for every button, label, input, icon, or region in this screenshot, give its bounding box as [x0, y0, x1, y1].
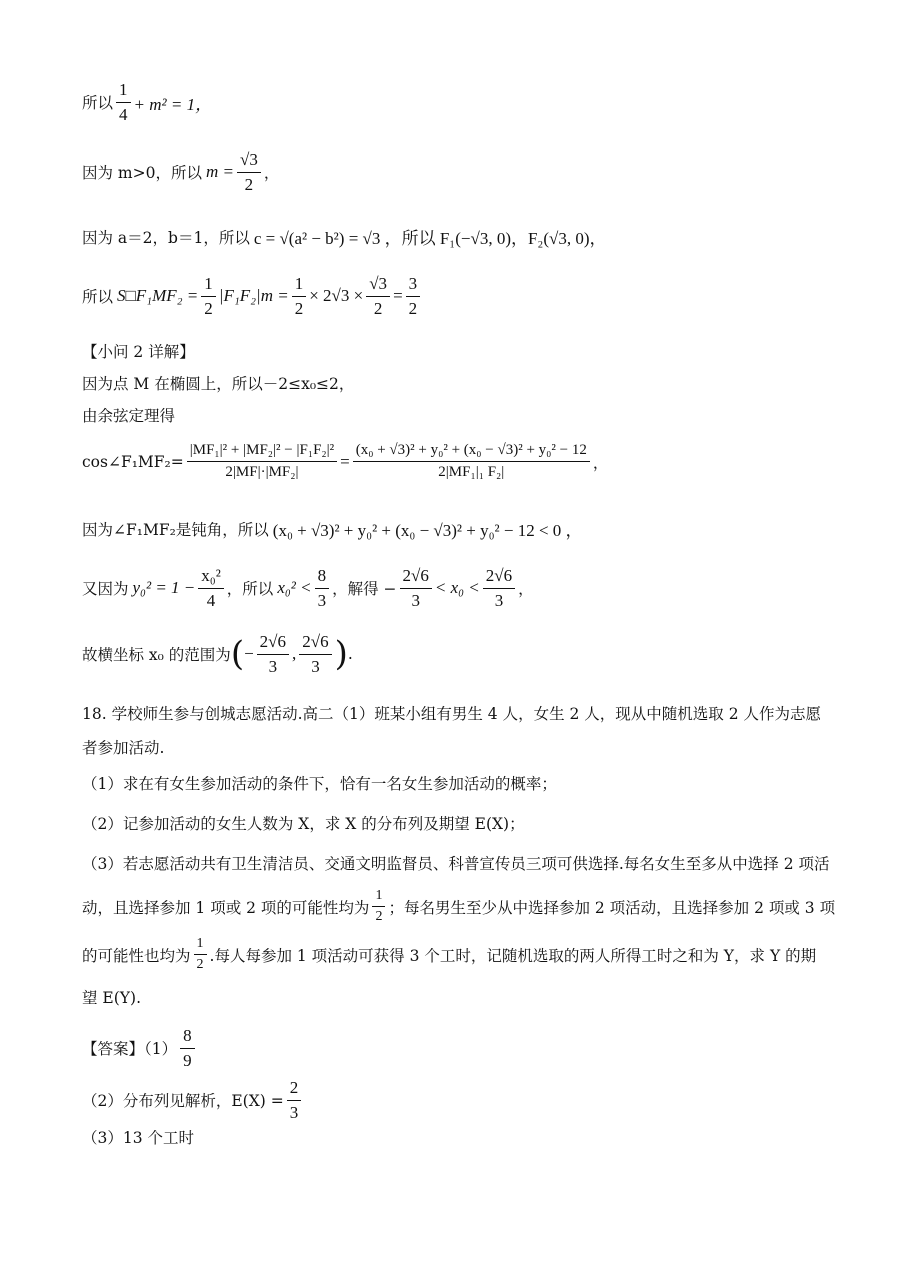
q18-line2: 者参加活动. [82, 739, 165, 757]
answer-2: （2）分布列见解析，E(X) = $\frac{2}{3}$ [82, 1078, 304, 1122]
fraction: $\frac{1}{2}$ [194, 936, 207, 973]
fraction: $\frac{\text{x₀²}}{4}$ [198, 566, 224, 610]
q18-part3c: 的可能性也均为 $\frac{1}{2}$ .每人每参加 1 项活动可获得 3 个工时，记随机选取的两人所得工时之和为 Y，求 Y 的期 [82, 936, 817, 973]
q18-part3d: 望 E(Y). [82, 989, 141, 1007]
paren: ( [230, 634, 245, 675]
fraction: $\frac{8}{3}$ [315, 566, 330, 610]
math: , [292, 644, 297, 664]
text: 所以 [82, 288, 114, 307]
fraction: $\frac{3}{2}$ [406, 274, 421, 318]
math: < x₀ < [434, 578, 480, 598]
math: m = [205, 162, 234, 182]
fraction: $\frac{2√6}{3}$ [257, 632, 289, 676]
line-9 [82, 566, 534, 610]
text: ， [263, 164, 280, 183]
line-1 [82, 80, 212, 124]
text: . [347, 645, 353, 664]
text: 因为 a＝2，b＝1，所以 [82, 228, 250, 247]
text: ，所以 [226, 580, 274, 599]
q18-part3b: 动，且选择参加 1 项或 2 项的可能性均为 $\frac{1}{2}$ ；每名男生至少从中选择参加 2 项活动，且选择参加 2 项或 3 项 [82, 888, 836, 925]
paren: ) [334, 634, 348, 675]
text: 因为 m>0，所以 [82, 164, 202, 183]
line-2 [82, 150, 279, 194]
math: − [244, 644, 254, 664]
text: 故横坐标 x₀ 的范围为 [82, 646, 231, 665]
fraction: $\frac{1}{2}$ [201, 274, 216, 318]
text: 因为∠F₁MF₂是钝角，所以 [82, 520, 269, 539]
line-4 [82, 274, 423, 318]
fraction: $\frac{1}{2}$ [292, 274, 307, 318]
subsection-title: 【小问 2 详解】 [82, 343, 195, 361]
fraction: $\frac{8}{9}$ [180, 1026, 195, 1070]
math: |F₁F₂|m = [218, 286, 289, 306]
math: S□F₁MF₂ = [117, 286, 199, 306]
fraction: $\frac{2√6}{3}$ [400, 566, 432, 610]
text: ，解得 − [332, 580, 397, 599]
fraction: $\frac{2√6}{3}$ [299, 632, 331, 676]
text: 又因为 [82, 580, 129, 599]
fraction: $\frac{\text{|MF₁|² + |MF₂|² − |F₁F₂|²}}{\text{2|MF|·|MF₂|}}$ [187, 442, 337, 482]
line-3 [82, 224, 607, 249]
math: x₀² < [277, 578, 312, 598]
answer-3: （3）13 个工时 [82, 1129, 195, 1147]
q18-line1: 18. 学校师生参与创城志愿活动.高二（1）班某小组有男生 4 人，女生 2 人，现从中随机选取 2 人作为志愿 [82, 705, 822, 723]
line-5: 因为点 M 在椭圆上，所以－2≤x₀≤2， [82, 375, 355, 393]
fraction: $\frac{1}{2}$ [372, 888, 385, 925]
math: = [340, 451, 350, 471]
line-6: 由余弦定理得 [82, 407, 176, 425]
text: 所以 [82, 94, 114, 113]
text: ， [518, 580, 534, 599]
math: y₀² = 1 − [132, 578, 196, 598]
text: cos∠F₁MF₂= [82, 452, 184, 471]
answer-1: 【答案】（1） $\frac{8}{9}$ [82, 1026, 198, 1070]
math: + m² = 1， [133, 94, 213, 114]
q18-part1: （1）求在有女生参加活动的条件下，恰有一名女生参加活动的概率； [82, 775, 557, 793]
fraction: $\frac{2}{3}$ [287, 1078, 302, 1122]
cosine-law-line [82, 442, 608, 482]
fraction: $\frac{√3}{2}$ [237, 150, 261, 194]
line-8 [82, 516, 583, 541]
q18-part2: （2）记参加活动的女生人数为 X，求 X 的分布列及期望 E(X)； [82, 815, 525, 833]
math: × 2√3 × [309, 286, 364, 306]
math: c = √(a² − b²) = √3 ，所以 F₁(−√3, 0)，F₂(√3, 0)， [253, 229, 607, 248]
fraction: $\frac{2√6}{3}$ [483, 566, 515, 610]
math: (x₀ + √3)² + y₀² + (x₀ − √3)² + y₀² − 12 < 0 ， [272, 521, 583, 540]
fraction: $\frac{1}{4}$ [116, 80, 131, 124]
line-10 [82, 632, 353, 676]
q18-part3a: （3）若志愿活动共有卫生清洁员、交通文明监督员、科普宣传员三项可供选择.每名女生至多从中选择 2 项活 [82, 855, 830, 873]
math: = [393, 286, 403, 306]
text: ， [592, 453, 609, 472]
fraction: $\frac{\text{(x₀ + √3)² + y₀² + (x₀ − √3)² + y₀² − 12}}{\text{2|MF₁|₁ F₂|}}$ [353, 442, 590, 482]
fraction: $\frac{√3}{2}$ [366, 274, 390, 318]
